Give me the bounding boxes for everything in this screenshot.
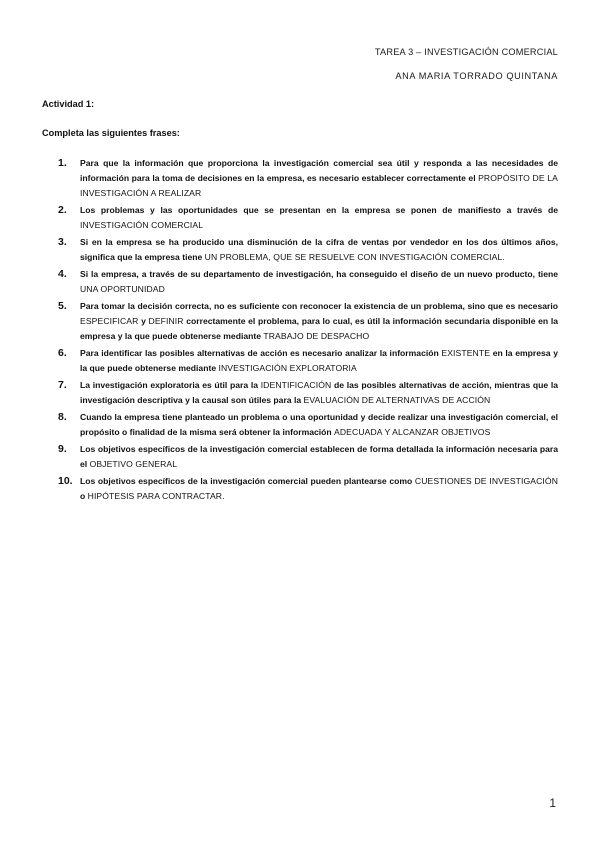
item-text: Para identificar las posibles alternativas de acción es necesario analizar la información [80,348,442,358]
item-number: 5. [58,300,67,312]
question-list [42,156,558,506]
item-answer: OBJETIVO GENERAL [89,459,178,469]
item-number: 6. [58,347,67,359]
item-text: Los objetivos específicos de la investigación comercial pueden plantearse como [80,476,415,486]
item-number: 7. [58,379,67,391]
instruction-text: Completa las siguientes frases: [42,128,180,138]
item-text: Para que la información que proporciona la investigación comercial sea útil y responda a las necesidades de información para la toma de decisiones en la empresa, es necesario establecer correctamente el [80,158,558,183]
question-item-7 [42,378,558,408]
item-answer: INVESTIGACIÓN COMERCIAL [80,220,204,230]
item-answer: INVESTIGACIÓN EXPLORATORIA [218,363,357,373]
item-number: 4. [58,268,67,280]
item-text: correctamente el problema, para lo cual, es útil la información secundaria disponible en la empresa y la que puede obtenerse mediante [80,316,558,341]
activity-title: Actividad 1: [42,99,95,109]
item-text: en la empresa y la que puede obtenerse mediante [80,348,558,373]
question-item-1 [42,156,558,201]
item-number: 10. [58,475,73,487]
item-answer: EVALUACIÓN DE ALTERNATIVAS DE ACCIÓN [303,395,491,405]
question-item-10 [42,474,558,504]
item-answer: ESPECIFICAR [80,316,139,326]
page-number: 1 [549,796,556,810]
question-item-5 [42,299,558,344]
item-answer: UNA OPORTUNIDAD [80,284,165,294]
item-number: 8. [58,411,67,423]
item-answer: PROPÓSITO DE LA INVESTIGACIÓN A REALIZAR [80,173,558,198]
item-answer: UN PROBLEMA, QUE SE RESUELVE CON INVESTIGACIÓN COMERCIAL. [204,252,505,262]
question-item-8 [42,410,558,440]
item-text: Si la empresa, a través de su departamento de investigación, ha conseguido el diseño de un nuevo producto, tiene [80,269,558,279]
item-number: 3. [58,236,67,248]
item-text: Los objetivos específicos de la investigación comercial establecen de forma detallada la información necesaria para el [80,444,558,469]
item-answer: CUESTIONES DE INVESTIGACIÓN [414,476,558,486]
item-text: de las posibles alternativas de acción, mientras que la investigación descriptiva y la causal son útiles para la [80,380,558,405]
item-text: Cuando la empresa tiene planteado un problema o una oportunidad y decide realizar una investigación comercial, el propósito o finalidad de la misma será obtener la información [80,412,558,437]
header-author-name: ANA MARIA TORRADO QUINTANA [395,71,558,81]
item-answer: ADECUADA Y ALCANZAR OBJETIVOS [334,427,491,437]
item-number: 1. [58,157,67,169]
item-text: Para tomar la decisión correcta, no es suficiente con reconocer la existencia de un problema, sino que es necesario [80,301,558,311]
question-item-4 [42,267,558,297]
header-task-title: TAREA 3 – INVESTIGACIÓN COMERCIAL [374,47,558,57]
question-item-2 [42,203,558,233]
item-answer: TRABAJO DE DESPACHO [263,331,370,341]
item-number: 2. [58,204,67,216]
item-answer: HIPÓTESIS PARA CONTRACTAR. [87,491,225,501]
item-answer: EXISTENTE [441,348,491,358]
item-answer: IDENTIFICACIÓN [260,380,332,390]
item-answer: DEFINIR [148,316,184,326]
item-text: Los problemas y las oportunidades que se presentan en la empresa se ponen de manifiesto a través de [80,205,558,215]
question-item-9 [42,442,558,472]
question-item-6 [42,346,558,376]
question-item-3 [42,235,558,265]
item-text: o [80,491,88,501]
item-number: 9. [58,443,67,455]
item-text: y [138,316,149,326]
item-text: La investigación exploratoria es útil para la [80,380,261,390]
item-text: Si en la empresa se ha producido una disminución de la cifra de ventas por vendedor en los dos últimos años, significa que la empresa tiene [80,237,558,262]
